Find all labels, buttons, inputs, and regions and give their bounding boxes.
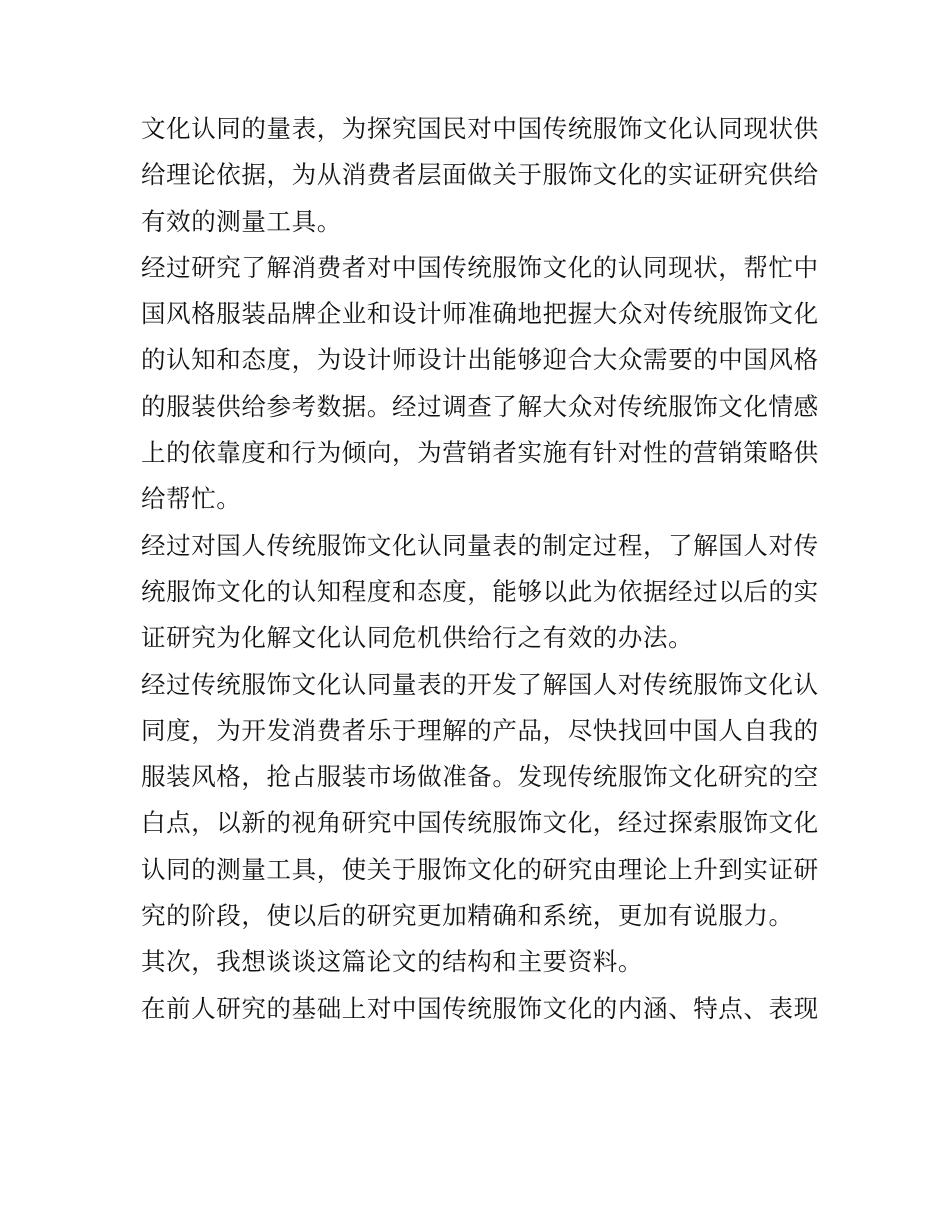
text-line: 证研究为化解文化认同危机供给行之有效的办法。	[141, 623, 694, 653]
text-line: 同度，为开发消费者乐于理解的产品，尽快找回中国人自我的	[141, 715, 819, 745]
text-line: 白点，以新的视角研究中国传统服饰文化，经过探索服饰文化	[141, 808, 819, 838]
text-line: 在前人研究的基础上对中国传统服饰文化的内涵、特点、表现	[141, 993, 819, 1023]
text-line: 经过传统服饰文化认同量表的开发了解国人对传统服饰文化认	[141, 669, 819, 699]
text-line: 上的依靠度和行为倾向，为营销者实施有针对性的营销策略供	[141, 438, 819, 468]
text-line: 给帮忙。	[141, 484, 242, 514]
body-text	[141, 106, 821, 1032]
text-line: 有效的测量工具。	[141, 206, 342, 236]
text-line: 其次，我想谈谈这篇论文的结构和主要资料。	[141, 947, 643, 977]
text-line: 的认知和态度，为设计师设计出能够迎合大众需要的中国风格	[141, 345, 819, 375]
text-line: 给理论依据，为从消费者层面做关于服饰文化的实证研究供给	[141, 160, 819, 190]
text-line: 服装风格，抢占服装市场做准备。发现传统服饰文化研究的空	[141, 762, 819, 792]
text-line: 统服饰文化的认知程度和态度，能够以此为依据经过以后的实	[141, 576, 819, 606]
text-line: 经过研究了解消费者对中国传统服饰文化的认同现状，帮忙中	[141, 252, 819, 282]
text-line: 的服装供给参考数据。经过调查了解大众对传统服饰文化情感	[141, 391, 819, 421]
text-line: 认同的测量工具，使关于服饰文化的研究由理论上升到实证研	[141, 854, 819, 884]
text-line: 国风格服装品牌企业和设计师准确地把握大众对传统服饰文化	[141, 299, 819, 329]
text-line: 文化认同的量表，为探究国民对中国传统服饰文化认同现状供	[141, 114, 819, 143]
text-line: 经过对国人传统服饰文化认同量表的制定过程，了解国人对传	[141, 530, 819, 560]
text-line: 究的阶段，使以后的研究更加精确和系统，更加有说服力。	[141, 901, 794, 931]
